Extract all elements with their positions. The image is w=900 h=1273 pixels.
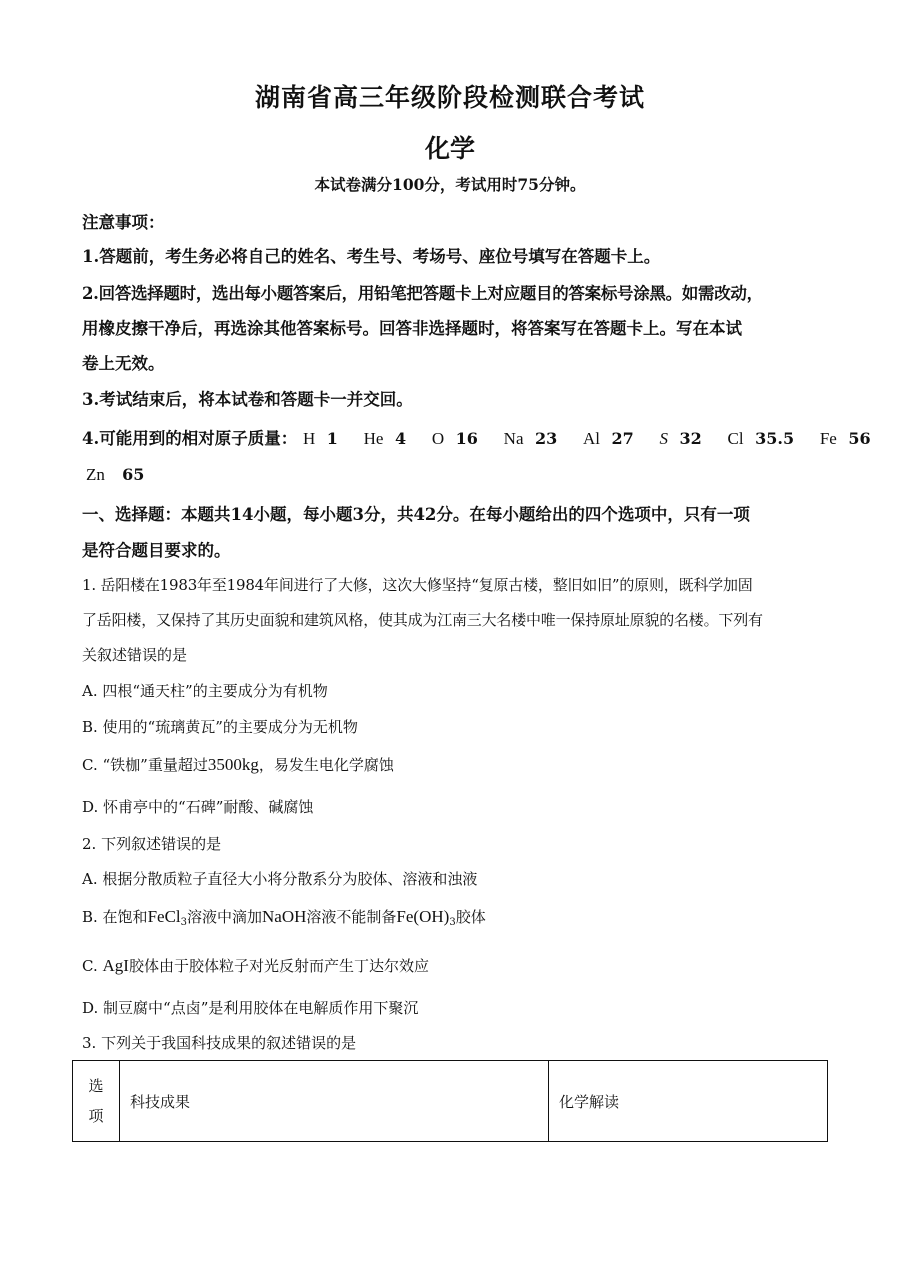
q1-stem-line-2: 了岳阳楼，又保持了其历史面貌和建筑风格，使其成为江南三大名楼中唯一保持原址原貌的名楼。下列有 xyxy=(82,611,763,629)
q2-option-b-text-post: 胶体 xyxy=(455,908,486,926)
q2-option-b xyxy=(82,906,822,928)
note-item-2-line-3: 卷上无效。 xyxy=(82,354,165,373)
q2-option-d: D. 制豆腐中“点卤”是利用胶体在电解质作用下聚沉 xyxy=(82,999,419,1017)
exam-title: 湖南省高三年级阶段检测联合考试 xyxy=(254,83,645,112)
q2-option-b-formula-naoh: NaOH xyxy=(262,907,307,926)
atom-mass: 23 xyxy=(535,429,558,448)
notes-heading: 注意事项： xyxy=(82,213,165,232)
atom-mass: 16 xyxy=(455,429,478,448)
atom-symbol: Fe xyxy=(819,429,837,448)
q1-option-b: B. 使用的“琉璃黄瓦”的主要成分为无机物 xyxy=(82,718,358,736)
q2-option-a: A. 根据分散质粒子直径大小将分散系分为胶体、溶液和浊液 xyxy=(82,870,478,888)
atom-symbol: S xyxy=(659,429,669,448)
atom-symbol: Na xyxy=(503,429,524,448)
q1-option-c-text-pre: C. “铁枷”重量超过 xyxy=(82,756,208,774)
exam-info: 本试卷满分100分，考试用时75分钟。 xyxy=(314,175,586,194)
atom-mass: 27 xyxy=(611,429,634,448)
q1-option-c xyxy=(82,754,822,775)
note-item-2-line-1: 2.回答选择题时，选出每小题答案后，用铅笔把答题卡上对应题目的答案标号涂黑。如需改动， xyxy=(82,284,763,303)
note-item-3: 3.考试结束后，将本试卷和答题卡一并交回。 xyxy=(82,390,413,409)
atom-mass: 35.5 xyxy=(755,429,795,448)
atom-symbol: Zn xyxy=(86,465,105,484)
q2-stem: 2. 下列叙述错误的是 xyxy=(82,835,222,853)
q2-option-b-text-mid-2: 溶液不能制备 xyxy=(306,908,397,926)
q2-option-c-text-pre: C. xyxy=(82,957,103,975)
exam-subject: 化学 xyxy=(424,134,475,163)
q2-option-c xyxy=(82,955,822,976)
atom-mass: 32 xyxy=(679,429,702,448)
table-header-option-line-1: 选 xyxy=(88,1077,104,1095)
atom-symbol: He xyxy=(363,429,384,448)
table-header-option xyxy=(73,1061,120,1142)
section-1-heading-line-1: 一、选择题：本题共14小题，每小题3分，共42分。在每小题给出的四个选项中，只有一项 xyxy=(82,505,750,524)
atomic-masses-row-2 xyxy=(86,465,826,485)
table-row xyxy=(73,1061,828,1142)
q1-option-c-text-post: ，易发生电化学腐蚀 xyxy=(258,756,394,774)
atom-mass: 65 xyxy=(122,465,145,484)
q2-option-b-text-mid-1: 溶液中滴加 xyxy=(187,908,263,926)
q3-options-table xyxy=(72,1060,828,1142)
q2-option-b-formula-fecl3: FeCl xyxy=(147,907,181,926)
atomic-masses-row xyxy=(82,425,871,449)
section-1-heading-line-2: 是符合题目要求的。 xyxy=(82,541,231,560)
atom-symbol: Cl xyxy=(727,429,744,448)
q1-stem-line-1: 1. 岳阳楼在1983年至1984年间进行了大修，这次大修坚持“复原古楼，整旧如旧”的原则，既科学加固 xyxy=(82,576,753,594)
q1-option-d: D. 怀甫亭中的“石碑”耐酸、碱腐蚀 xyxy=(82,798,314,816)
atom-mass: 4 xyxy=(394,429,407,448)
q3-stem: 3. 下列关于我国科技成果的叙述错误的是 xyxy=(82,1034,357,1052)
table-header-achievement: 科技成果 xyxy=(120,1061,549,1142)
atom-mass: 1 xyxy=(326,429,338,448)
q2-option-c-text-post: 胶体由于胶体粒子对光反射而产生丁达尔效应 xyxy=(128,957,429,975)
q2-option-b-formula-feoh3: Fe(OH) xyxy=(396,907,450,926)
q2-option-b-subscript: 3 xyxy=(180,917,187,928)
q2-option-c-formula-agi: AgI xyxy=(102,956,129,975)
atom-symbol: H xyxy=(302,429,316,448)
atom-mass: 56 xyxy=(848,429,871,448)
note-item-2-line-2: 用橡皮擦干净后，再选涂其他答案标号。回答非选择题时，将答案写在答题卡上。写在本试 xyxy=(82,319,742,338)
table-header-option-line-2: 项 xyxy=(88,1107,104,1125)
q1-option-c-mass: 3500kg xyxy=(207,755,259,774)
q1-option-a: A. 四根“通天柱”的主要成分为有机物 xyxy=(82,682,328,700)
q2-option-b-text-pre: B. 在饱和 xyxy=(82,908,148,926)
atom-symbol: O xyxy=(431,429,445,448)
q2-option-b-subscript: 3 xyxy=(449,917,456,928)
table-header-interpretation: 化学解读 xyxy=(549,1061,828,1142)
note-item-4-label: 4.可能用到的相对原子质量： xyxy=(82,429,298,448)
q1-stem-line-3: 关叙述错误的是 xyxy=(82,646,188,664)
note-item-1: 1.答题前，考生务必将自己的姓名、考生号、考场号、座位号填写在答题卡上。 xyxy=(82,247,661,266)
atom-symbol: Al xyxy=(583,429,601,448)
